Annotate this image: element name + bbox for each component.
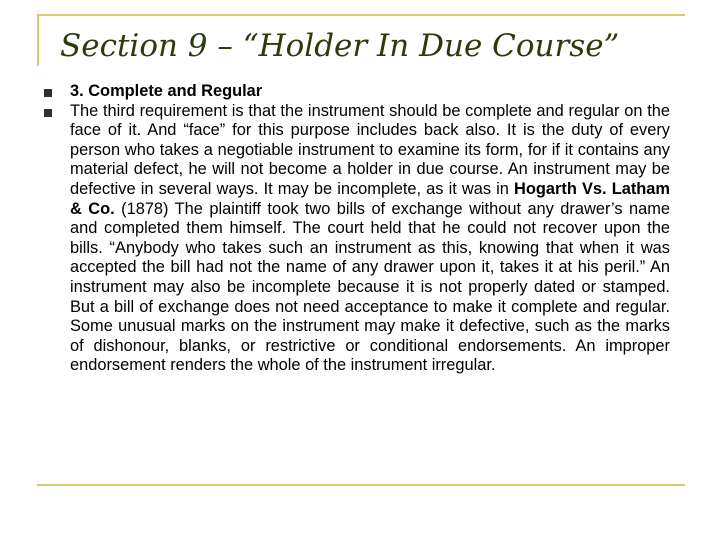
bullet-item-heading bbox=[44, 82, 670, 102]
section-heading: 3. Complete and Regular bbox=[70, 82, 263, 100]
frame-top-rule bbox=[37, 14, 685, 16]
bullet-list bbox=[44, 82, 670, 376]
bullet-item-body bbox=[44, 102, 670, 376]
frame-bottom-rule bbox=[37, 484, 685, 486]
slide-title: Section 9 – “Holder In Due Course” bbox=[60, 28, 620, 64]
body-paragraph bbox=[70, 102, 670, 376]
paragraph-text-2: (1878) The plaintiff took two bills of exchange without any drawer’s name and completed them himself. The court held that he could not recover upon the bills. “Anybody who takes such an instrument as this, knowing that when it was accepted the bill had not the name of any drawer upon it, takes it at his peril.” An instrument may also be incomplete because it is not properly dated or stamped. But a bill of exchange does not need acceptance to make it complete and regular. Some unusual marks on the instrument may make it defective, such as the marks of dishonour, blanks, or restrictive or conditional endorsements. An improper endorsement renders the whole of the instrument irregular. bbox=[70, 199, 670, 375]
frame-vertical-rule bbox=[37, 14, 39, 66]
case-name: Hogarth Vs. Latham & Co. bbox=[70, 179, 670, 218]
paragraph-text-1: The third requirement is that the instrument should be complete and regular on the face of it. And “face” for this purpose includes back also. It is the duty of every person who takes a negotiable instrument to examine its form, for if it contains any material defect, he will not become a holder in due course. An instrument may be defective in several ways. It may be incomplete, as it was in bbox=[70, 101, 670, 198]
square-bullet-icon bbox=[44, 109, 52, 117]
square-bullet-icon bbox=[44, 89, 52, 97]
